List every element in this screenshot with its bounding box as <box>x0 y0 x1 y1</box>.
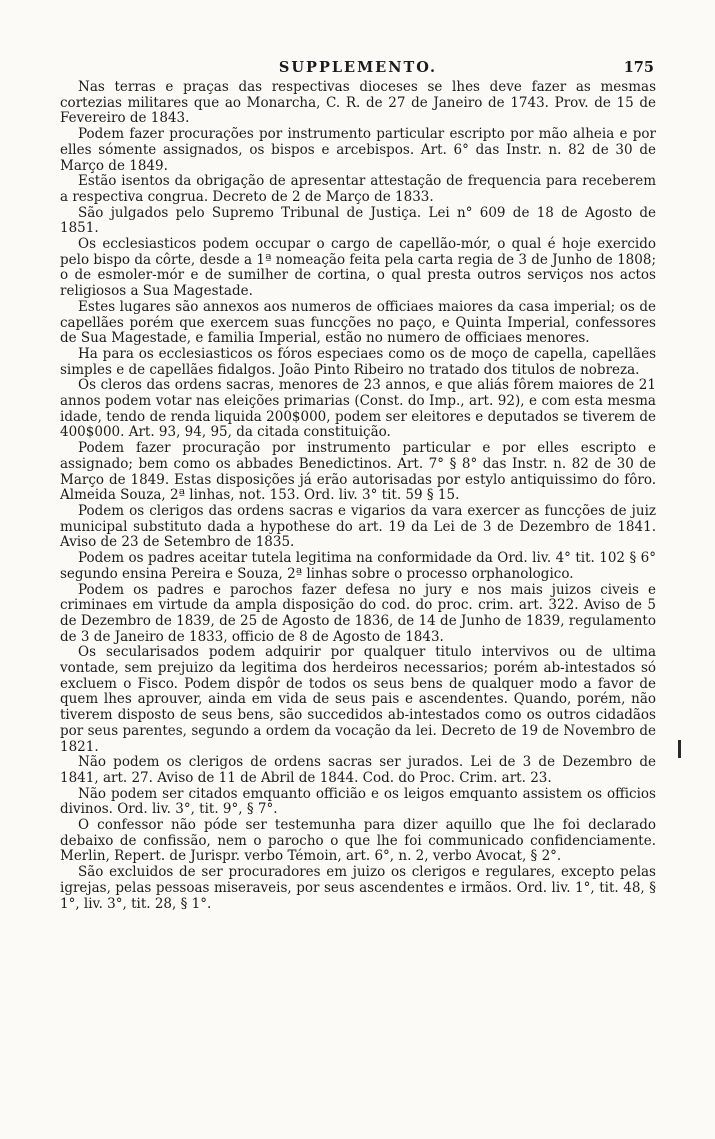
paragraph-procuration: Podem fazer procuração por instrumento particular e por elles escripto e assignado; bem como os abbades Benedictinos. Art. 7° § 8° das Instr. n. 82 de 30 de Março de 1849. Estas disposições já erão autorisadas por estylo antiquissimo do fôro. Almeida Souza, 2ª linhas, not. 153. Ord. liv. 3° tit. 59 § 15. <box>60 440 656 504</box>
paragraph-attendance-exemption: Estão isentos da obrigação de apresentar attestação de frequencia para receberem a respectiva congrua. Decreto de 2 de Março de 1833. <box>60 173 656 205</box>
paragraph-special-privileges: Ha para os ecclesiasticos os fóros especiaes como os de moço de capella, capellães simples e de capellães fidalgos. João Pinto Ribeiro no tratado dos titulos de nobreza. <box>60 345 656 378</box>
paragraph-secularised: Os secularisados podem adquirir por qualquer titulo intervivos ou de ultima vontade, sem prejuizo da legitima dos herdeiros necessarios; porém ab-intestados só excluem o Fisco. Podem dispôr de todos os seus bens de qualquer modo a favor de quem lhes aprouver, ainda em vida de seus pais e ascendentes. Quando, porém, não tiverem disposto de seus bens, são succedidos ab-intestados como os outros cidadãos por seus parentes, segundo a ordem da vocação da lei. Decreto de 19 de Novembro de 1821. <box>60 644 656 755</box>
running-title: SUPPLEMENTO. <box>278 59 438 76</box>
paragraph-municipal-judge: Podem os clerigos das ordens sacras e vigarios da vara exercer as funcções de juiz municipal substituto dada a hypothese do art. 19 da Lei de 3 de Dezembro de 1841. Aviso de 23 de Setembro de 1835. <box>60 502 656 551</box>
paragraph-bishops-procurations: Podem fazer procurações por instrumento particular escripto por mão alheia e por elles sómente assignados, os bispos e arcebispos. Art. 6° das Instr. n. 82 de 30 de Março de 1849. <box>60 126 656 174</box>
page-number: 175 <box>623 59 654 76</box>
page-header <box>60 58 656 80</box>
paragraph-voting-rights: Os cleros das ordens sacras, menores de 23 annos, e que aliás fôrem maiores de 21 annos podem votar nas eleições primarias (Const. do Imp., art. 92), e com esta mesma idade, tendo de renda liquida 200$000, podem ser eleitores e deputados se tiverem de 400$000. Art. 93, 94, 95, da citada constituição. <box>60 377 656 441</box>
paragraph-chaplain-office: Os ecclesiasticos podem occupar o cargo de capellão-mór, o qual é hoje exercido pelo bispo da côrte, desde a 1ª nomeação feita pela carta regia de 3 de Junho de 1808; o de esmoler-mór e de sumilher de cortina, o qual presta outros serviços nos actos religiosos a Sua Magestade. <box>60 236 656 300</box>
paragraph-supreme-tribunal: São julgados pelo Supremo Tribunal de Justiça. Lei n° 609 de 18 de Agosto de 1851. <box>60 204 656 237</box>
paragraph-jury-defense: Podem os padres e parochos fazer defesa no jury e nos mais juizos civeis e criminaes em virtude da ampla disposição do cod. do proc. crim. art. 322. Aviso de 5 de Dezembro de 1839, de 25 de Agosto de 1836, de 14 de Junho de 1839, regulamento de 3 de Janeiro de 1833, officio de 8 de Agosto de 1843. <box>60 581 656 645</box>
margin-mark <box>678 740 681 758</box>
paragraph-confessor: O confessor não póde ser testemunha para dizer aquillo que lhe foi declarado debaixo de confissão, nem o parocho o que lhe foi communicado confidenciamente. Merlin, Repert. de Jurispr. verbo Témoin, art. 6°, n. 2, verbo Avocat, § 2°. <box>60 817 656 865</box>
paragraph-jurors: Não podem os clerigos de ordens sacras ser jurados. Lei de 3 de Dezembro de 1841, art. 27. Aviso de 11 de Abril de 1844. Cod. do Proc. Crim. art. 23. <box>60 754 656 786</box>
paragraph-imperial-household: Estes lugares são annexos aos numeros de officiaes maiores da casa imperial; os de capellães porém que exercem suas funcções no paço, e Quinta Imperial, confessores de Sua Magestade, e familia Imperial, estão no numero de officiaes menores. <box>60 298 656 347</box>
paragraph-military-courtesies: Nas terras e praças das respectivas dioceses se lhes deve fazer as mesmas cortezias militares que ao Monarcha, C. R. de 27 de Janeiro de 1743. Prov. de 15 de Fevereiro de 1843. <box>60 79 656 127</box>
paragraph-tutelage: Podem os padres aceitar tutela legitima na conformidade da Ord. liv. 4° tit. 102 § 6° segundo ensina Pereira e Souza, 2ª linhas sobre o processo orphanologico. <box>60 550 656 582</box>
paragraph-court-procurators: São excluidos de ser procuradores em juizo os clerigos e regulares, excepto pelas igrejas, pelas pessoas miseraveis, por seus ascendentes e irmãos. Ord. liv. 1°, tit. 48, § 1°, liv. 3°, tit. 28, § 1°. <box>60 864 656 912</box>
paragraph-citation: Não podem ser citados emquanto officião e os leigos emquanto assistem os officios divinos. Ord. liv. 3°, tit. 9°, § 7°. <box>60 785 656 818</box>
body-text <box>60 80 656 912</box>
